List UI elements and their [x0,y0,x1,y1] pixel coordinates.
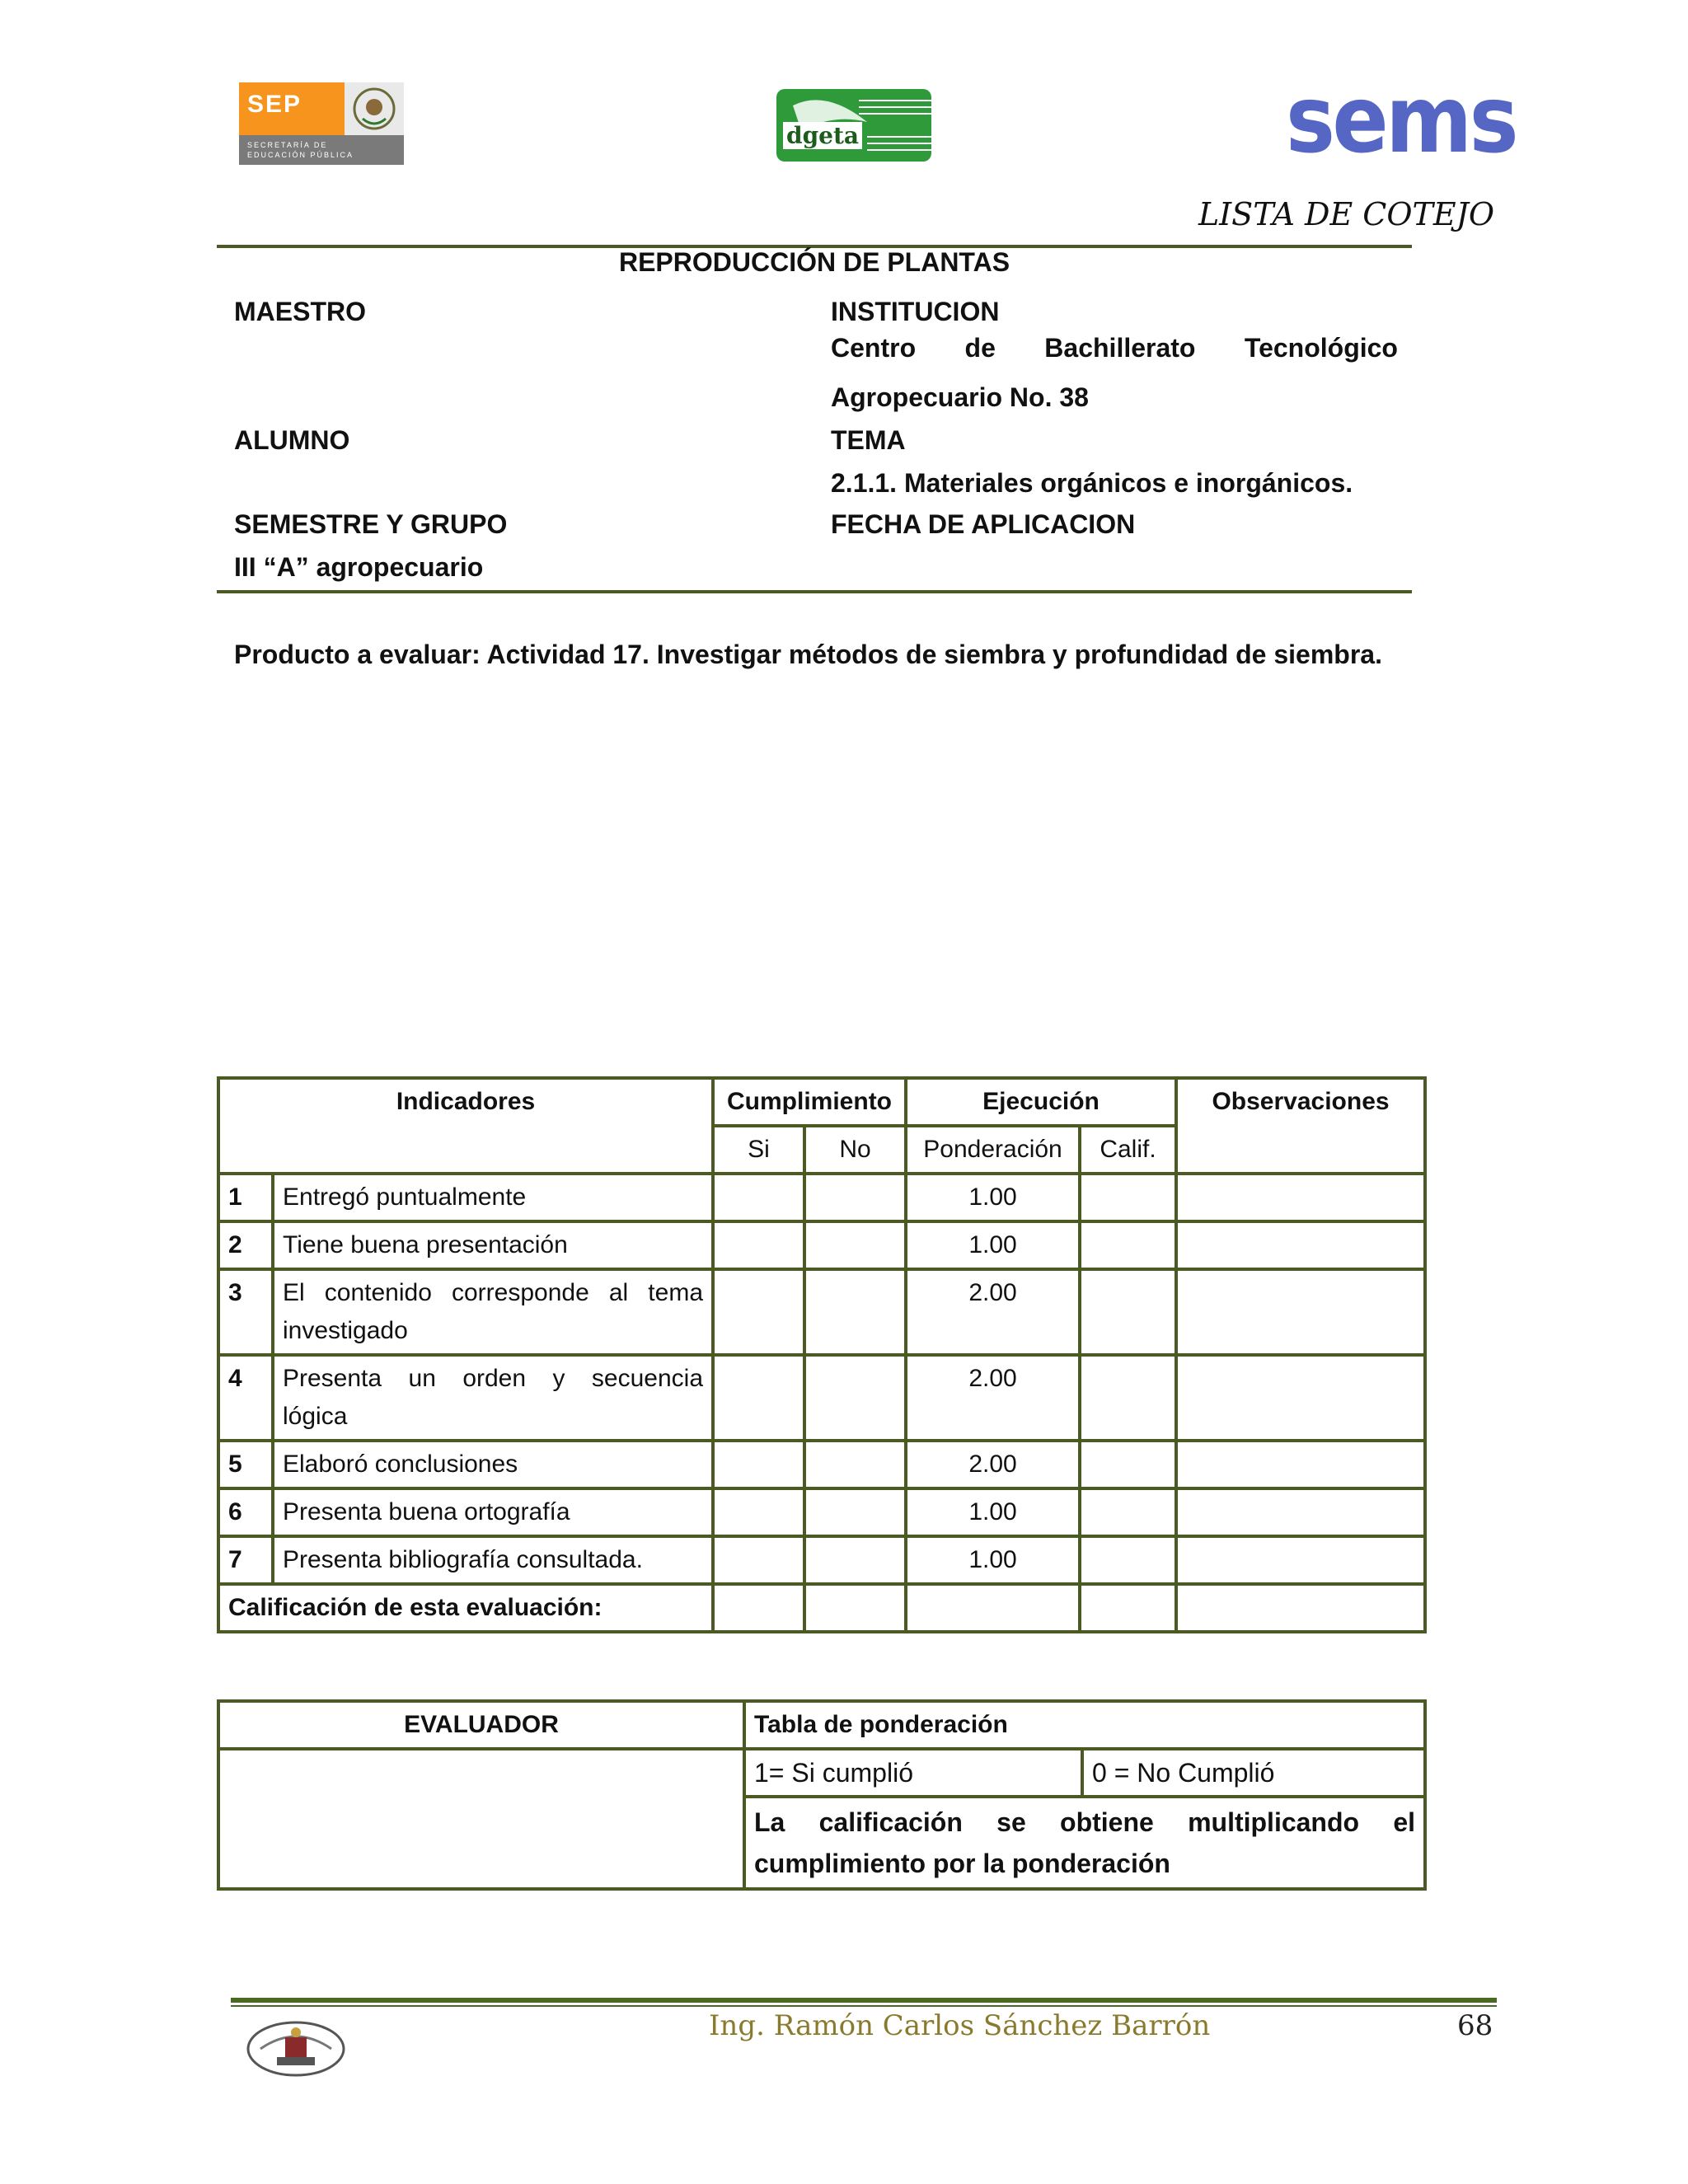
weight-header: Ponderación [906,1126,1080,1174]
yes-cell[interactable] [713,1536,804,1584]
yes-cell[interactable] [713,1269,804,1355]
weight-cell: 2.00 [906,1441,1080,1488]
indicator-text-line2: lógica [283,1403,348,1430]
institution-word: de [964,333,996,363]
topic-label: TEMA [831,425,906,455]
institution-word: Bachillerato [1044,333,1196,363]
total-no-cell[interactable] [804,1584,906,1632]
row-number: 7 [218,1536,273,1584]
observations-cell[interactable] [1176,1536,1425,1584]
row-number: 3 [218,1269,273,1355]
grading-note-line1: La calificación se obtiene multiplicando el [754,1807,1416,1837]
page-number: 68 [1457,2009,1493,2042]
yes-cell[interactable] [713,1488,804,1536]
grade-cell[interactable] [1080,1488,1176,1536]
weight-cell: 1.00 [906,1221,1080,1269]
observations-header: Observaciones [1176,1078,1425,1174]
grade-cell[interactable] [1080,1441,1176,1488]
no-header: No [804,1126,906,1174]
row-number: 5 [218,1441,273,1488]
row-number: 4 [218,1355,273,1441]
sep-logo-text [239,135,404,165]
weight-cell: 1.00 [906,1488,1080,1536]
grade-cell[interactable] [1080,1269,1176,1355]
total-weight-cell[interactable] [906,1584,1080,1632]
student-label: ALUMNO [234,425,350,455]
table-row [218,1355,1425,1441]
evaluator-header-row [218,1701,1425,1749]
institution-value-line1 [831,333,1398,363]
total-yes-cell[interactable] [713,1584,804,1632]
sep-logo-line2: EDUCACIÓN PÚBLICA [247,151,354,159]
table-header-row [218,1078,1425,1126]
weighting-table-title: Tabla de ponderación [744,1701,1425,1749]
institution-label: INSTITUCION [831,297,1000,326]
observations-cell[interactable] [1176,1355,1425,1441]
no-cell[interactable] [804,1174,906,1221]
observations-cell[interactable] [1176,1441,1425,1488]
school-emblem-icon [244,2016,348,2080]
grading-note-line2: cumplimiento por la ponderación [754,1849,1170,1878]
yes-cell[interactable] [713,1221,804,1269]
sep-logo-mark [239,82,345,135]
indicator-text-line1: El contenido corresponde al tema [283,1279,704,1306]
mexico-shield-icon [345,82,404,135]
evaluator-rule-row [218,1749,1425,1797]
evaluator-signature-cell[interactable] [218,1749,744,1889]
footer-author: Ing. Ramón Carlos Sánchez Barrón [709,2009,1211,2042]
row-number: 2 [218,1221,273,1269]
evaluator-table [217,1699,1427,1891]
indicator-text: Presenta bibliografía consultada. [273,1536,713,1584]
institution-value-line2: Agropecuario No. 38 [831,382,1089,412]
observations-cell[interactable] [1176,1488,1425,1536]
no-cell[interactable] [804,1221,906,1269]
no-cell[interactable] [804,1355,906,1441]
institution-word: Tecnológico [1244,333,1398,363]
no-cell[interactable] [804,1536,906,1584]
compliance-header: Cumplimiento [713,1078,906,1126]
table-row [218,1441,1425,1488]
no-cell[interactable] [804,1269,906,1355]
teacher-label: MAESTRO [234,297,366,326]
total-row [218,1584,1425,1632]
yes-header: Si [713,1126,804,1174]
indicator-text: Entregó puntualmente [273,1174,713,1221]
observations-cell[interactable] [1176,1174,1425,1221]
grade-cell[interactable] [1080,1536,1176,1584]
indicator-text: Tiene buena presentación [273,1221,713,1269]
grade-cell[interactable] [1080,1355,1176,1441]
date-label: FECHA DE APLICACION [831,509,1136,539]
table-row [218,1536,1425,1584]
no-rule: 0 = No Cumplió [1082,1749,1425,1797]
footer-rule-thin [231,2005,1497,2007]
topic-value: 2.1.1. Materiales orgánicos e inorgánicos. [831,468,1353,498]
table-row [218,1269,1425,1355]
weight-cell: 2.00 [906,1269,1080,1355]
yes-cell[interactable] [713,1355,804,1441]
indicator-text [273,1269,713,1355]
checklist-table [217,1076,1427,1633]
product-to-evaluate: Producto a evaluar: Actividad 17. Investigar métodos de siembra y profundidad de siembra. [234,640,1382,669]
total-label: Calificación de esta evaluación: [218,1584,713,1632]
indicator-text: Elaboró conclusiones [273,1441,713,1488]
sems-logo: sems [1286,67,1516,174]
indicator-text-line2: investigado [283,1317,408,1344]
total-observations-cell[interactable] [1176,1584,1425,1632]
semester-label: SEMESTRE Y GRUPO [234,509,508,539]
footer-rule [231,1998,1497,2003]
table-row [218,1174,1425,1221]
subject-title: REPRODUCCIÓN DE PLANTAS [618,247,1010,277]
grade-header: Calif. [1080,1126,1176,1174]
semester-value: III “A” agropecuario [234,552,484,582]
row-number: 6 [218,1488,273,1536]
indicator-text: Presenta buena ortografía [273,1488,713,1536]
no-cell[interactable] [804,1441,906,1488]
weight-cell: 2.00 [906,1355,1080,1441]
no-cell[interactable] [804,1488,906,1536]
header-bottom-rule [217,590,1412,593]
yes-cell[interactable] [713,1174,804,1221]
indicator-text-line1: Presenta un orden y secuencia [283,1365,704,1392]
table-row [218,1488,1425,1536]
indicators-header: Indicadores [218,1078,713,1174]
table-row [218,1221,1425,1269]
yes-cell[interactable] [713,1441,804,1488]
observations-cell[interactable] [1176,1269,1425,1355]
dgeta-logo [776,89,931,162]
execution-header: Ejecución [906,1078,1176,1126]
evaluator-label: EVALUADOR [218,1701,744,1749]
yes-rule: 1= Si cumplió [744,1749,1082,1797]
total-grade-cell[interactable] [1080,1584,1176,1632]
weight-cell: 1.00 [906,1536,1080,1584]
document-type: LISTA DE COTEJO [1198,196,1494,232]
weight-cell: 1.00 [906,1174,1080,1221]
sep-logo [239,82,404,165]
indicator-text [273,1355,713,1441]
grading-note [744,1797,1425,1889]
sep-logo-line1: SECRETARÍA DE [247,141,328,149]
row-number: 1 [218,1174,273,1221]
observations-cell[interactable] [1176,1221,1425,1269]
sep-logo-abbr: SEP [247,91,302,118]
grade-cell[interactable] [1080,1174,1176,1221]
institution-word: Centro [831,333,917,363]
dgeta-logo-text: dgeta [783,122,862,149]
grade-cell[interactable] [1080,1221,1176,1269]
